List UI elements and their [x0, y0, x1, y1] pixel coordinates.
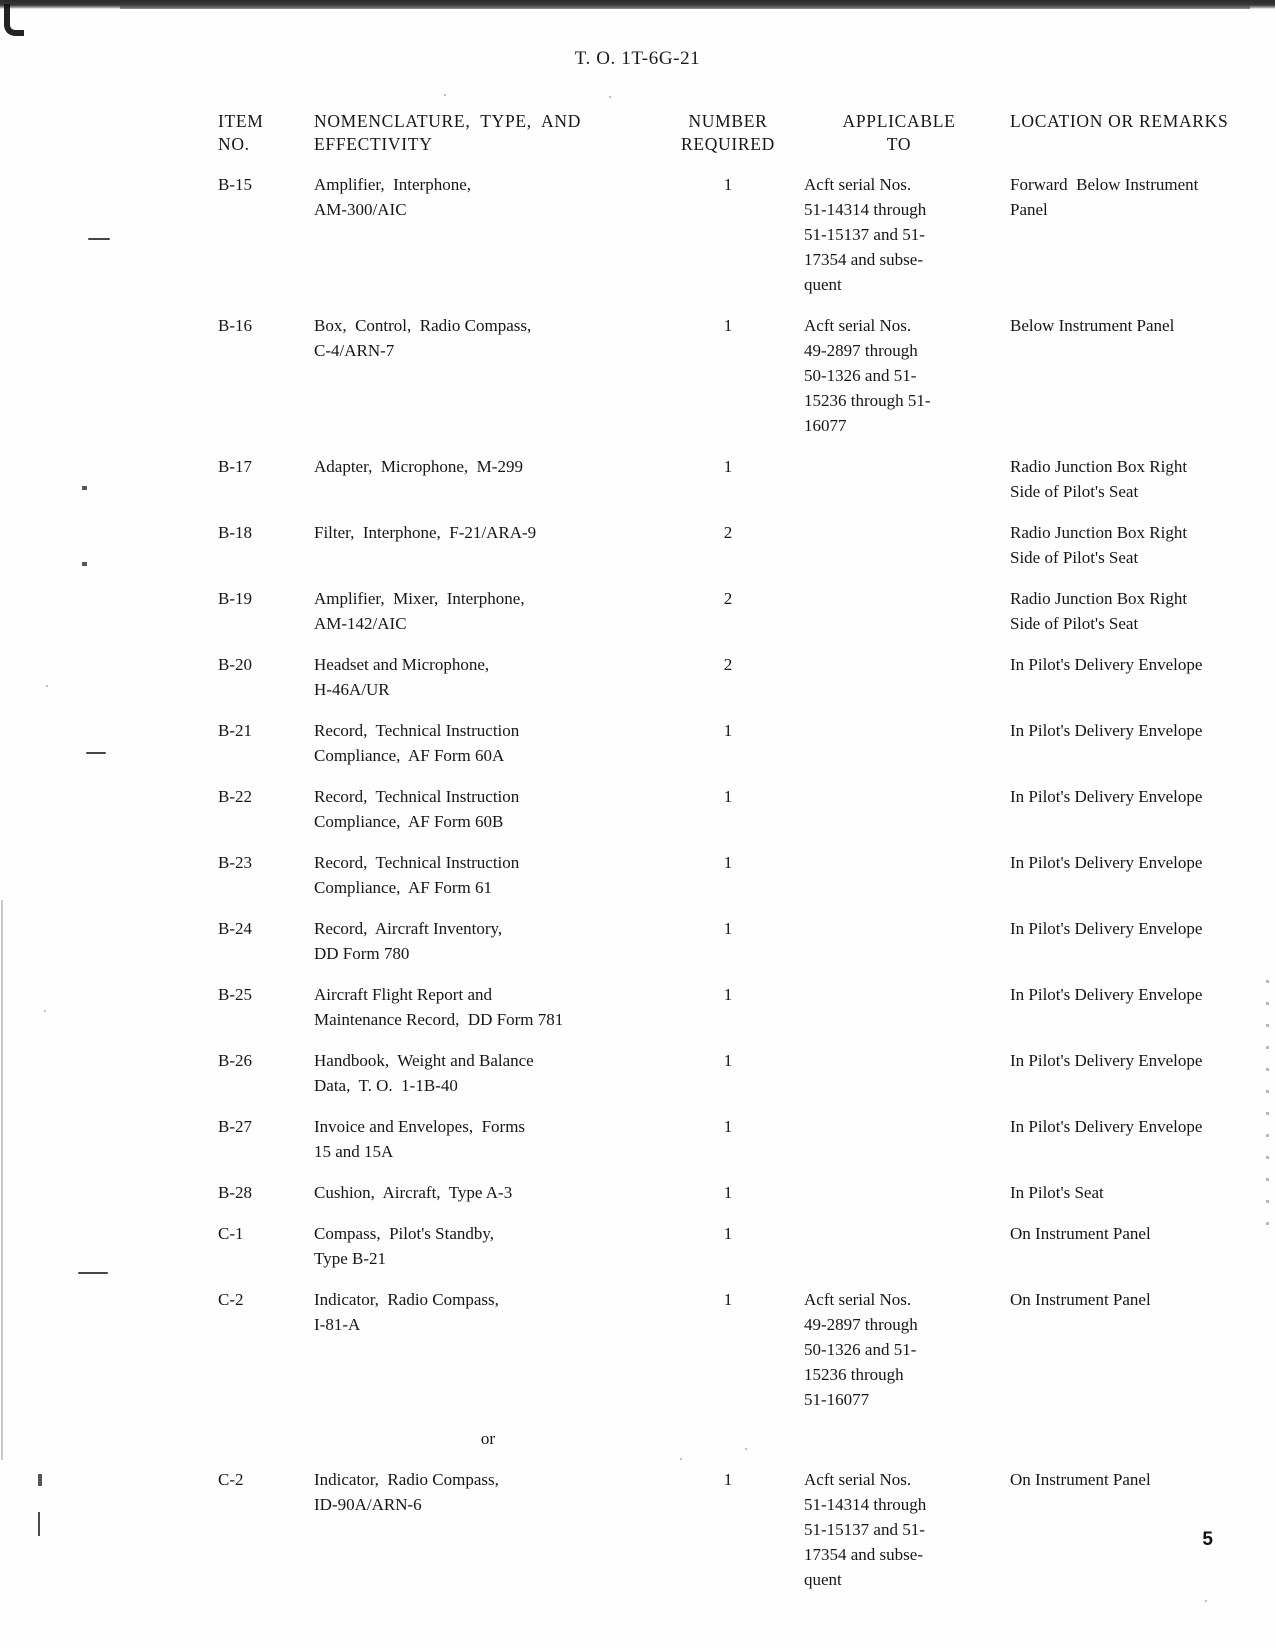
- text-line: B-19: [218, 589, 252, 608]
- cell-item-no: [218, 1287, 310, 1312]
- table-row: [218, 652, 1228, 702]
- table-row: [218, 1180, 1228, 1205]
- cell-item-no: [218, 1114, 310, 1139]
- text-line: 2: [723, 589, 733, 608]
- text-line: 17354 and subse-: [804, 1545, 923, 1564]
- cell-location-or-remarks: [994, 916, 1258, 941]
- text-line: AM-300/AIC: [314, 200, 407, 219]
- text-line: Cushion, Aircraft, Type A-3: [314, 1183, 513, 1202]
- text-line: 51-15137 and 51-: [804, 1520, 925, 1539]
- cell-number-required: [662, 586, 794, 611]
- scan-bottom-tick-artifact: [38, 1512, 40, 1536]
- cell-applicable-to: [794, 172, 994, 297]
- cell-location-or-remarks: [994, 718, 1258, 743]
- text-line: I-81-A: [314, 1315, 361, 1334]
- text-line: DD Form 780: [314, 944, 410, 963]
- page-number: 5: [1202, 1529, 1213, 1550]
- cell-location-or-remarks: [994, 652, 1258, 677]
- cell-nomenclature: [310, 718, 662, 768]
- cell-item-no: [218, 784, 310, 809]
- text-line: 2: [723, 655, 733, 674]
- scan-speck-artifact-1: [82, 486, 87, 490]
- text-line: Headset and Microphone,: [314, 655, 490, 674]
- text-line: C-2: [218, 1470, 244, 1489]
- table-header-row: [218, 110, 1228, 156]
- text-line: Radio Junction Box Right: [1010, 523, 1188, 542]
- text-line: 1: [723, 1290, 733, 1309]
- text-line: On Instrument Panel: [1010, 1470, 1151, 1489]
- text-line: Filter, Interphone, F-21/ARA-9: [314, 523, 537, 542]
- scan-dust-artifact-7: [1205, 1600, 1207, 1602]
- text-line: On Instrument Panel: [1010, 1224, 1151, 1243]
- scan-left-edge-line-artifact: [1, 900, 3, 1460]
- table-row: [218, 586, 1228, 636]
- table-row: [218, 784, 1228, 834]
- text-line: Record, Technical Instruction: [314, 721, 520, 740]
- text-line: B-28: [218, 1183, 252, 1202]
- text-line: Forward Below Instrument: [1010, 175, 1199, 194]
- table-row: [218, 1467, 1228, 1592]
- text-line: Aircraft Flight Report and: [314, 985, 492, 1004]
- text-line: In Pilot's Delivery Envelope: [1010, 721, 1203, 740]
- text-line: quent: [804, 275, 842, 294]
- text-line: 16077: [804, 416, 847, 435]
- text-line: 1: [723, 919, 733, 938]
- cell-number-required: [662, 313, 794, 338]
- cell-item-no: [218, 520, 310, 545]
- cell-nomenclature: [310, 850, 662, 900]
- table-row: [218, 454, 1228, 504]
- text-line: B-23: [218, 853, 252, 872]
- cell-number-required: [662, 652, 794, 677]
- text-line: Adapter, Microphone, M-299: [314, 457, 523, 476]
- text-line: Acft serial Nos.: [804, 1290, 912, 1309]
- cell-number-required: [662, 1467, 794, 1492]
- text-line: Compliance, AF Form 60A: [314, 746, 505, 765]
- column-header-location-or-remarks: LOCATION OR REMARKS: [1010, 111, 1229, 131]
- text-line: Compliance, AF Form 60B: [314, 812, 504, 831]
- cell-nomenclature: [310, 454, 662, 479]
- text-line: B-24: [218, 919, 252, 938]
- cell-item-no: [218, 172, 310, 197]
- text-line: In Pilot's Seat: [1010, 1183, 1104, 1202]
- cell-item-no: [218, 916, 310, 941]
- text-line: Compliance, AF Form 61: [314, 878, 493, 897]
- text-line: Type B-21: [314, 1249, 386, 1268]
- cell-applicable-to: [794, 1467, 994, 1592]
- cell-nomenclature: [310, 520, 662, 545]
- text-line: 51-15137 and 51-: [804, 225, 925, 244]
- cell-nomenclature: [310, 982, 662, 1032]
- cell-number-required: [662, 916, 794, 941]
- cell-nomenclature: [310, 1180, 662, 1205]
- text-line: 2: [723, 523, 733, 542]
- scan-dust-artifact-1: [46, 685, 48, 687]
- cell-number-required: [662, 1048, 794, 1073]
- scan-dash-artifact-3: [78, 1272, 108, 1274]
- cell-location-or-remarks: [994, 982, 1258, 1007]
- scan-dust-artifact-4: [609, 96, 611, 98]
- cell-location-or-remarks: [994, 172, 1258, 222]
- text-line: 1: [723, 985, 733, 1004]
- cell-applicable-to: [794, 1287, 994, 1412]
- text-line: 1: [723, 853, 733, 872]
- text-line: Side of Pilot's Seat: [1010, 614, 1139, 633]
- text-line: Handbook, Weight and Balance: [314, 1051, 534, 1070]
- table-row: [218, 520, 1228, 570]
- text-line: 1: [723, 1117, 733, 1136]
- cell-item-no: [218, 1467, 310, 1492]
- text-line: B-18: [218, 523, 252, 542]
- table-body: [218, 172, 1228, 1592]
- cell-nomenclature: [310, 652, 662, 702]
- cell-item-no: [218, 454, 310, 479]
- cell-nomenclature: [310, 1221, 662, 1271]
- text-line: In Pilot's Delivery Envelope: [1010, 985, 1203, 1004]
- cell-applicable-to: [794, 313, 994, 438]
- table-row: [218, 1114, 1228, 1164]
- text-line: B-21: [218, 721, 252, 740]
- cell-number-required: [662, 1221, 794, 1246]
- scan-dust-artifact-2: [44, 1010, 46, 1012]
- cell-item-no: [218, 1180, 310, 1205]
- text-line: 51-14314 through: [804, 200, 927, 219]
- text-line: In Pilot's Delivery Envelope: [1010, 787, 1203, 806]
- text-line: H-46A/UR: [314, 680, 390, 699]
- text-line: 1: [723, 316, 733, 335]
- text-line: AM-142/AIC: [314, 614, 407, 633]
- cell-item-no: [218, 1221, 310, 1246]
- table-row: [218, 850, 1228, 900]
- text-line: B-17: [218, 457, 252, 476]
- text-line: C-1: [218, 1224, 244, 1243]
- text-line: 50-1326 and 51-: [804, 1340, 917, 1359]
- column-header-number-required: NUMBER REQUIRED: [680, 111, 776, 154]
- column-header-item-no: ITEM NO.: [218, 111, 264, 154]
- cell-item-no: [218, 982, 310, 1007]
- cell-nomenclature: [310, 1467, 662, 1517]
- text-line: B-25: [218, 985, 252, 1004]
- text-line: Radio Junction Box Right: [1010, 589, 1188, 608]
- text-line: 1: [723, 457, 733, 476]
- text-line: C-4/ARN-7: [314, 341, 395, 360]
- cell-number-required: [662, 454, 794, 479]
- cell-nomenclature: [310, 586, 662, 636]
- scan-speck-artifact-2: [82, 562, 87, 566]
- text-line: Invoice and Envelopes, Forms: [314, 1117, 526, 1136]
- text-line: B-20: [218, 655, 252, 674]
- table-row: [218, 718, 1228, 768]
- cell-number-required: [662, 982, 794, 1007]
- text-line: 1: [723, 175, 733, 194]
- text-line: Indicator, Radio Compass,: [314, 1470, 499, 1489]
- alternative-separator-row: [218, 1426, 1228, 1451]
- text-line: In Pilot's Delivery Envelope: [1010, 853, 1203, 872]
- text-line: Box, Control, Radio Compass,: [314, 316, 532, 335]
- text-line: Amplifier, Mixer, Interphone,: [314, 589, 525, 608]
- scan-dash-artifact-2: [86, 752, 106, 754]
- text-line: B-26: [218, 1051, 252, 1070]
- cell-location-or-remarks: [994, 586, 1258, 636]
- cell-location-or-remarks: [994, 1180, 1258, 1205]
- text-line: Panel: [1010, 200, 1048, 219]
- text-line: B-27: [218, 1117, 252, 1136]
- cell-location-or-remarks: [994, 520, 1258, 570]
- cell-number-required: [662, 718, 794, 743]
- text-line: 15 and 15A: [314, 1142, 394, 1161]
- text-line: In Pilot's Delivery Envelope: [1010, 1117, 1203, 1136]
- cell-location-or-remarks: [994, 784, 1258, 809]
- text-line: Record, Technical Instruction: [314, 853, 520, 872]
- separator-label: [310, 1426, 662, 1451]
- cell-location-or-remarks: [994, 454, 1258, 504]
- cell-item-no: [218, 313, 310, 338]
- cell-number-required: [662, 1287, 794, 1312]
- text-line: In Pilot's Delivery Envelope: [1010, 1051, 1203, 1070]
- text-line: Amplifier, Interphone,: [314, 175, 471, 194]
- cell-number-required: [662, 850, 794, 875]
- text-line: quent: [804, 1570, 842, 1589]
- cell-nomenclature: [310, 784, 662, 834]
- text-line: Acft serial Nos.: [804, 316, 912, 335]
- table-row: [218, 313, 1228, 438]
- text-line: 1: [723, 1051, 733, 1070]
- text-line: or: [480, 1429, 496, 1448]
- cell-number-required: [662, 1180, 794, 1205]
- cell-item-no: [218, 850, 310, 875]
- text-line: 1: [723, 1224, 733, 1243]
- text-line: Maintenance Record, DD Form 781: [314, 1010, 564, 1029]
- scan-corner-hook-artifact: [4, 4, 24, 36]
- cell-location-or-remarks: [994, 850, 1258, 875]
- text-line: 1: [723, 721, 733, 740]
- text-line: Data, T. O. 1-1B-40: [314, 1076, 458, 1095]
- cell-item-no: [218, 586, 310, 611]
- text-line: 1: [723, 787, 733, 806]
- cell-nomenclature: [310, 1114, 662, 1164]
- cell-nomenclature: [310, 313, 662, 363]
- column-header-applicable-to: APPLICABLE TO: [842, 111, 956, 154]
- text-line: Side of Pilot's Seat: [1010, 548, 1139, 567]
- text-line: 15236 through 51-: [804, 391, 931, 410]
- text-line: Record, Aircraft Inventory,: [314, 919, 503, 938]
- text-line: Below Instrument Panel: [1010, 316, 1175, 335]
- scan-dash-artifact-1: [88, 238, 110, 240]
- text-line: Compass, Pilot's Standby,: [314, 1224, 495, 1243]
- table-row: [218, 1048, 1228, 1098]
- scan-speck-artifact-3: [38, 1474, 42, 1486]
- text-line: 15236 through: [804, 1365, 904, 1384]
- text-line: Radio Junction Box Right: [1010, 457, 1188, 476]
- text-line: 17354 and subse-: [804, 250, 923, 269]
- column-header-nomenclature: NOMENCLATURE, TYPE, AND EFFECTIVITY: [314, 111, 582, 154]
- text-line: Acft serial Nos.: [804, 175, 912, 194]
- cell-item-no: [218, 652, 310, 677]
- cell-nomenclature: [310, 172, 662, 222]
- text-line: On Instrument Panel: [1010, 1290, 1151, 1309]
- text-line: 51-16077: [804, 1390, 870, 1409]
- table-row: [218, 1221, 1228, 1271]
- cell-number-required: [662, 520, 794, 545]
- scan-right-edge-speckles-artifact: [1266, 980, 1269, 1240]
- table-row: [218, 1287, 1228, 1412]
- table-row: [218, 982, 1228, 1032]
- text-line: 1: [723, 1470, 733, 1489]
- cell-number-required: [662, 784, 794, 809]
- text-line: In Pilot's Delivery Envelope: [1010, 919, 1203, 938]
- text-line: B-16: [218, 316, 252, 335]
- text-line: B-15: [218, 175, 252, 194]
- cell-location-or-remarks: [994, 1221, 1258, 1246]
- text-line: 1: [723, 1183, 733, 1202]
- table-row: [218, 916, 1228, 966]
- cell-nomenclature: [310, 1287, 662, 1337]
- table-row: [218, 172, 1228, 297]
- text-line: Indicator, Radio Compass,: [314, 1290, 499, 1309]
- cell-number-required: [662, 1114, 794, 1139]
- text-line: Side of Pilot's Seat: [1010, 482, 1139, 501]
- document-header: T. O. 1T-6G-21: [574, 48, 701, 69]
- cell-nomenclature: [310, 1048, 662, 1098]
- text-line: Record, Technical Instruction: [314, 787, 520, 806]
- cell-nomenclature: [310, 916, 662, 966]
- inventory-table: [218, 110, 1228, 1592]
- cell-location-or-remarks: [994, 313, 1258, 338]
- text-line: 49-2897 through: [804, 341, 918, 360]
- cell-item-no: [218, 718, 310, 743]
- text-line: Acft serial Nos.: [804, 1470, 912, 1489]
- text-line: 51-14314 through: [804, 1495, 927, 1514]
- text-line: 50-1326 and 51-: [804, 366, 917, 385]
- cell-location-or-remarks: [994, 1114, 1258, 1139]
- text-line: ID-90A/ARN-6: [314, 1495, 422, 1514]
- scan-dust-artifact-3: [444, 94, 446, 96]
- cell-item-no: [218, 1048, 310, 1073]
- cell-location-or-remarks: [994, 1467, 1258, 1492]
- cell-location-or-remarks: [994, 1048, 1258, 1073]
- text-line: B-22: [218, 787, 252, 806]
- text-line: C-2: [218, 1290, 244, 1309]
- cell-number-required: [662, 172, 794, 197]
- text-line: In Pilot's Delivery Envelope: [1010, 655, 1203, 674]
- text-line: 49-2897 through: [804, 1315, 918, 1334]
- scan-top-edge-line-artifact: [120, 6, 1250, 9]
- cell-location-or-remarks: [994, 1287, 1258, 1312]
